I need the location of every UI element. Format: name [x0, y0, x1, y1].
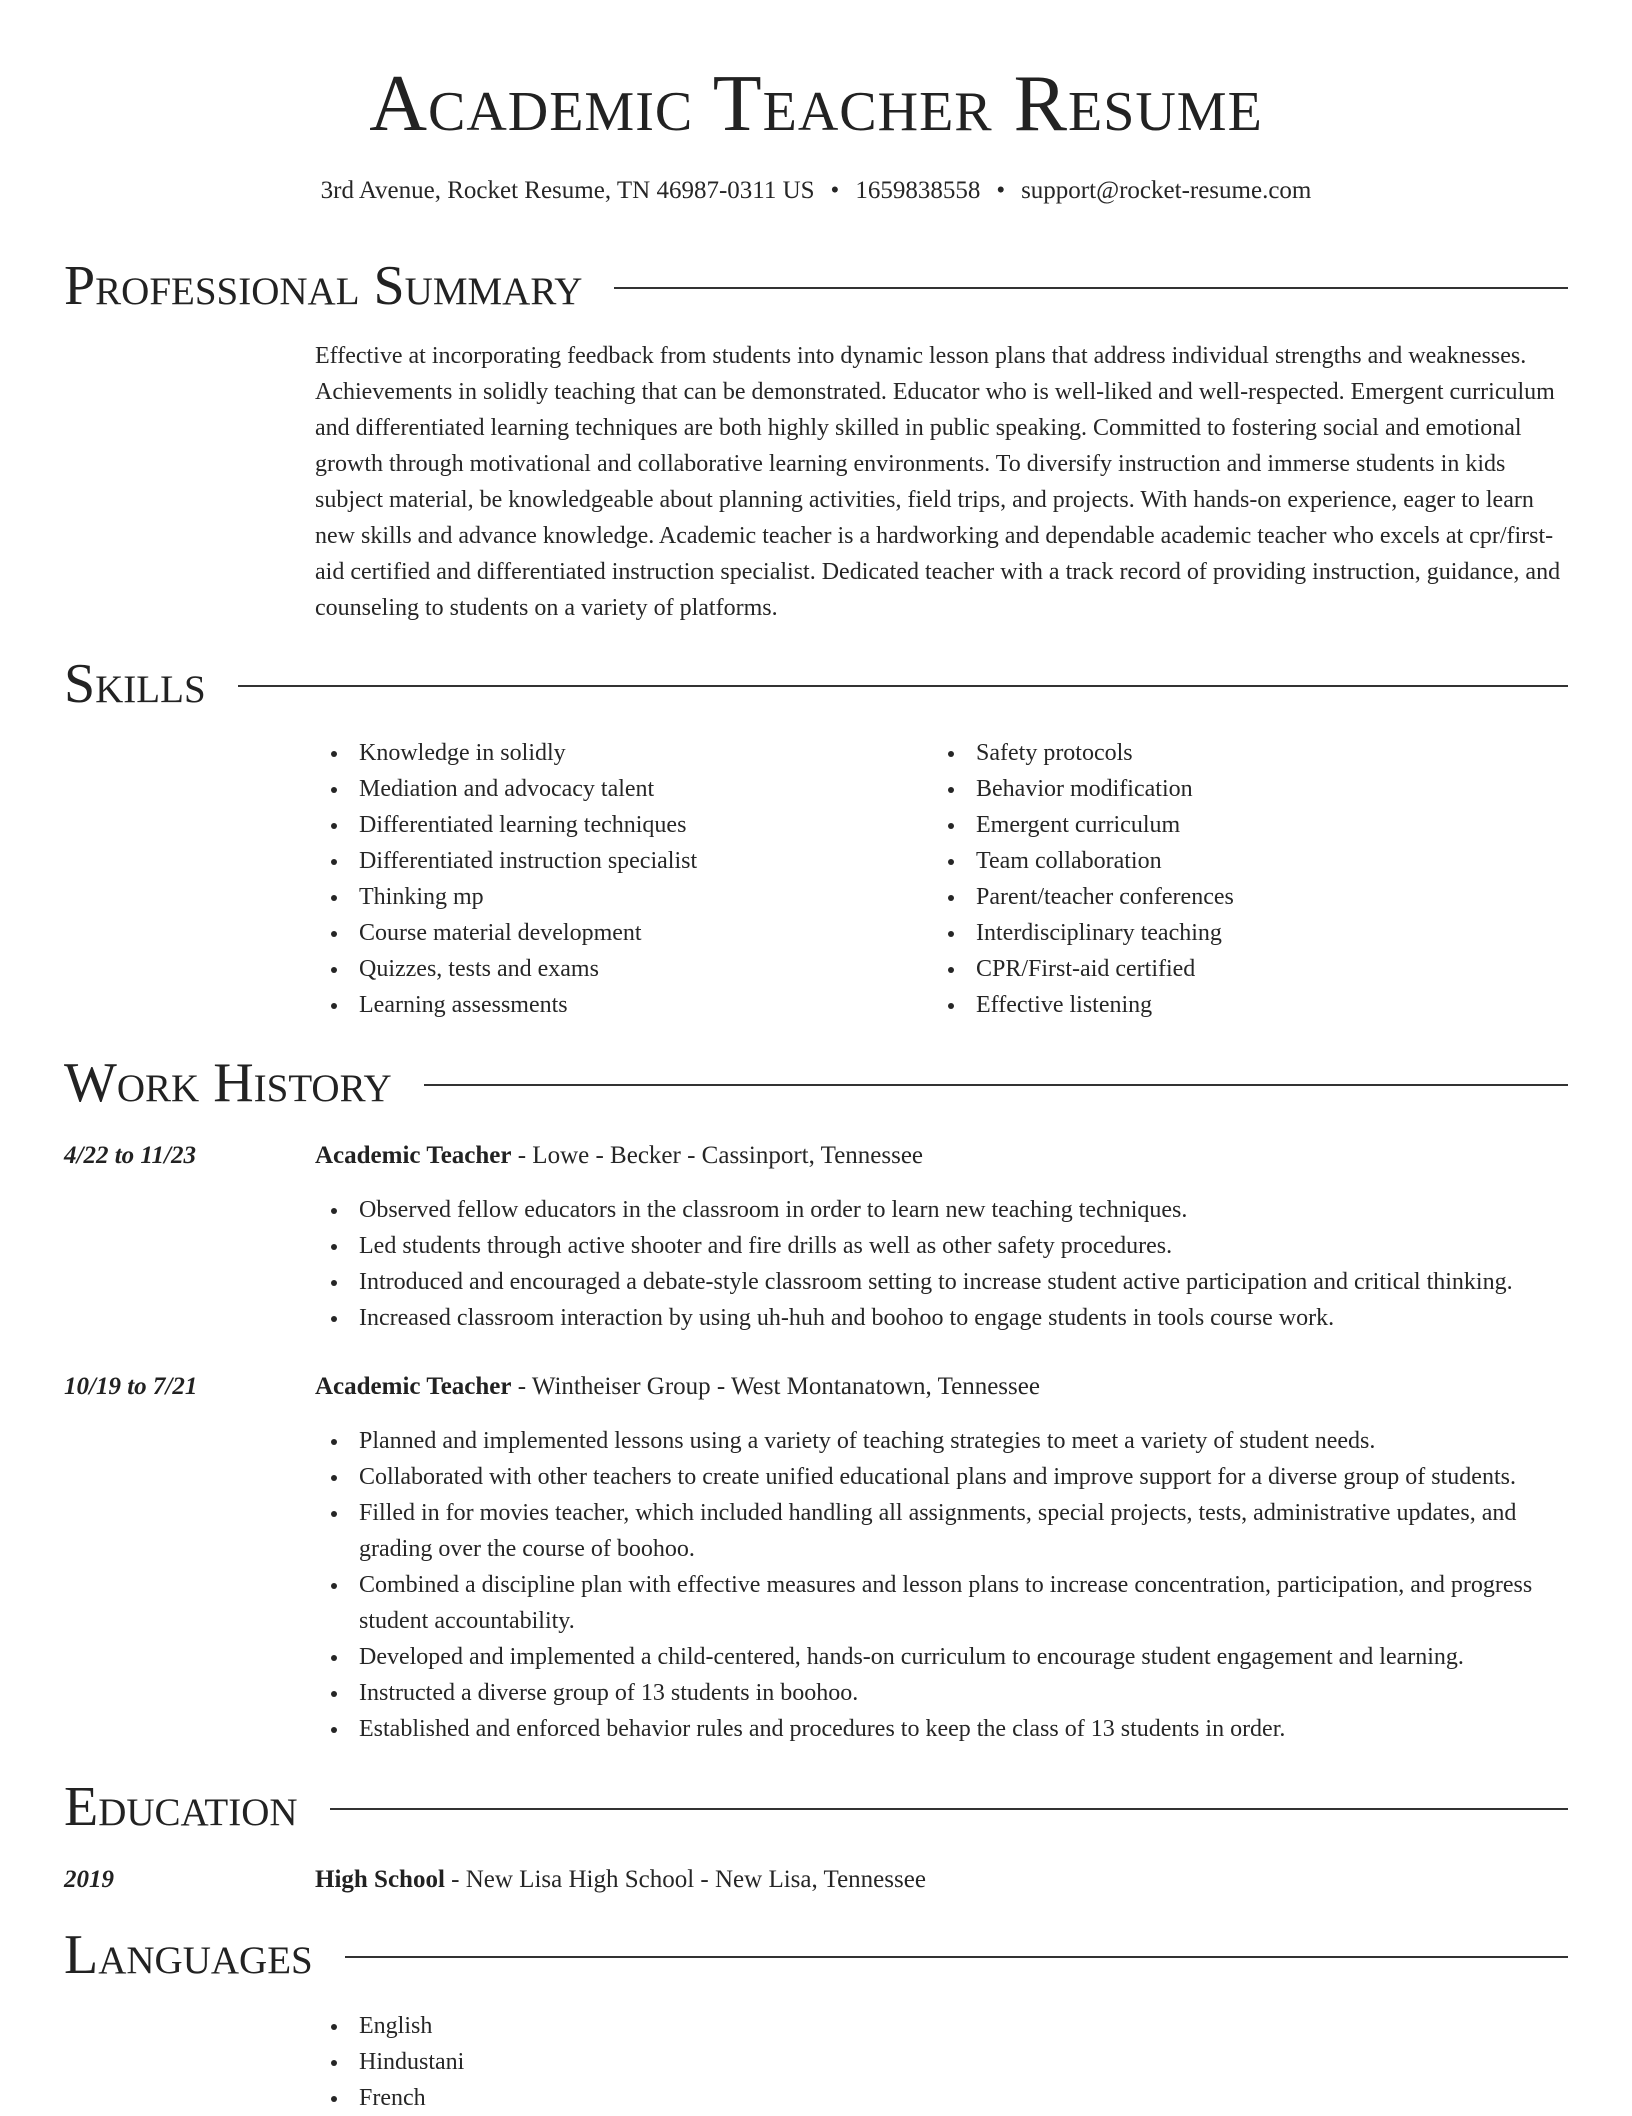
- skill-item: Differentiated instruction specialist: [315, 843, 932, 879]
- job-bullet: Instructed a diverse group of 13 students in boohoo.: [315, 1675, 1568, 1711]
- job-bullets: [315, 1423, 1568, 1747]
- section-divider: [330, 1808, 1568, 1810]
- skill-item: Differentiated learning techniques: [315, 807, 932, 843]
- job-bullet: Introduced and encouraged a debate-style classroom setting to increase student active participation and critical thinking.: [315, 1264, 1568, 1300]
- skill-item: Knowledge in solidly: [315, 735, 932, 771]
- languages-section-header: [64, 1923, 1568, 1987]
- contact-separator: •: [996, 177, 1006, 204]
- skill-item: Emergent curriculum: [932, 807, 1549, 843]
- languages-heading: Languages: [64, 1924, 313, 1986]
- education-details: - New Lisa High School - New Lisa, Tennessee: [444, 1866, 926, 1893]
- education-year: 2019: [64, 1866, 114, 1893]
- skill-item: Learning assessments: [315, 987, 932, 1023]
- contact-address: 3rd Avenue, Rocket Resume, TN 46987-0311 US: [320, 177, 815, 204]
- work-section-header: [64, 1051, 1568, 1115]
- education-section-header: [64, 1775, 1568, 1839]
- skill-item: Effective listening: [932, 987, 1549, 1023]
- job-dates: 4/22 to 11/23: [64, 1142, 196, 1169]
- skill-item: Course material development: [315, 915, 932, 951]
- education-line: [315, 1862, 1568, 1898]
- skill-item: Quizzes, tests and exams: [315, 951, 932, 987]
- language-item: English: [315, 2008, 1568, 2044]
- skill-item: Parent/teacher conferences: [932, 879, 1549, 915]
- contact-email[interactable]: support@rocket-resume.com: [1021, 177, 1312, 204]
- job-bullet: Led students through active shooter and fire drills as well as other safety procedures.: [315, 1228, 1568, 1264]
- languages-list: [315, 2008, 1568, 2116]
- language-item: Hindustani: [315, 2044, 1568, 2080]
- job-bullet: Established and enforced behavior rules and procedures to keep the class of 13 students in order.: [315, 1711, 1568, 1747]
- contact-phone: 1659838558: [855, 177, 981, 204]
- summary-text: Effective at incorporating feedback from students into dynamic lesson plans that address individual strengths and weaknesses. Achievements in solidly teaching that can be demonstrated. Educator who is well-liked and well-respected. Emergent curriculum and differentiated learning techniques are both highly skilled in public speaking. Committed to fostering social and emotional growth through motivational and collaborative learning environments. To diversify instruction and immerse students in kids subject material, be knowledgeable about planning activities, field trips, and projects. With hands-on experience, eager to learn new skills and advance knowledge. Academic teacher is a hardworking and dependable academic teacher who excels at cpr/first-aid certified and differentiated instruction specialist. Dedicated teacher with a track record of providing instruction, guidance, and counseling to students on a variety of platforms.: [315, 343, 1561, 621]
- skill-item: Behavior modification: [932, 771, 1549, 807]
- summary-section-header: [64, 254, 1568, 318]
- job-entry: [315, 1138, 1568, 1336]
- skill-item: Mediation and advocacy talent: [315, 771, 932, 807]
- job-details: - Lowe - Becker - Cassinport, Tennessee: [511, 1142, 924, 1169]
- section-divider: [238, 685, 1568, 687]
- summary-body: [315, 338, 1568, 626]
- job-bullets: [315, 1192, 1568, 1336]
- languages-body: [315, 2008, 1568, 2116]
- work-heading: Work History: [64, 1052, 392, 1114]
- job-bullet: Developed and implemented a child-centered, hands-on curriculum to encourage student engagement and learning.: [315, 1639, 1568, 1675]
- job-header: [315, 1369, 1568, 1405]
- job-bullet: Observed fellow educators in the classroom in order to learn new teaching techniques.: [315, 1192, 1568, 1228]
- skills-list-right: [932, 735, 1549, 1023]
- skill-item: Thinking mp: [315, 879, 932, 915]
- summary-heading: Professional Summary: [64, 255, 583, 317]
- job-bullet: Combined a discipline plan with effective measures and lesson plans to increase concentration, participation, and progress student accountability.: [315, 1567, 1568, 1639]
- job-title: Academic Teacher: [315, 1142, 512, 1169]
- job-title: Academic Teacher: [315, 1373, 512, 1400]
- skills-body: [315, 735, 1568, 1023]
- section-divider: [614, 287, 1568, 289]
- job-dates: 10/19 to 7/21: [64, 1373, 198, 1400]
- contact-separator: •: [830, 177, 840, 204]
- skill-item: Interdisciplinary teaching: [932, 915, 1549, 951]
- job-bullet: Collaborated with other teachers to create unified educational plans and improve support for a diverse group of students.: [315, 1459, 1568, 1495]
- skills-list-left: [315, 735, 932, 1023]
- education-entry: [315, 1862, 1568, 1898]
- skill-item: CPR/First-aid certified: [932, 951, 1549, 987]
- section-divider: [424, 1084, 1568, 1086]
- skills-section-header: [64, 652, 1568, 716]
- education-degree: High School: [315, 1866, 445, 1893]
- skills-heading: Skills: [64, 653, 206, 715]
- contact-line: [64, 173, 1568, 209]
- language-item: French: [315, 2080, 1568, 2116]
- skill-item: Safety protocols: [932, 735, 1549, 771]
- skill-item: Team collaboration: [932, 843, 1549, 879]
- job-bullet: Filled in for movies teacher, which included handling all assignments, special projects, tests, administrative updates, and grading over the course of boohoo.: [315, 1495, 1568, 1567]
- job-bullet: Increased classroom interaction by using uh-huh and boohoo to engage students in tools course work.: [315, 1300, 1568, 1336]
- job-bullet: Planned and implemented lessons using a variety of teaching strategies to meet a variety of student needs.: [315, 1423, 1568, 1459]
- resume-title: Academic Teacher Resume: [369, 60, 1263, 148]
- section-divider: [345, 1956, 1568, 1958]
- job-header: [315, 1138, 1568, 1174]
- education-heading: Education: [64, 1776, 298, 1838]
- job-entry: [315, 1369, 1568, 1747]
- job-details: - Wintheiser Group - West Montanatown, Tennessee: [511, 1373, 1040, 1400]
